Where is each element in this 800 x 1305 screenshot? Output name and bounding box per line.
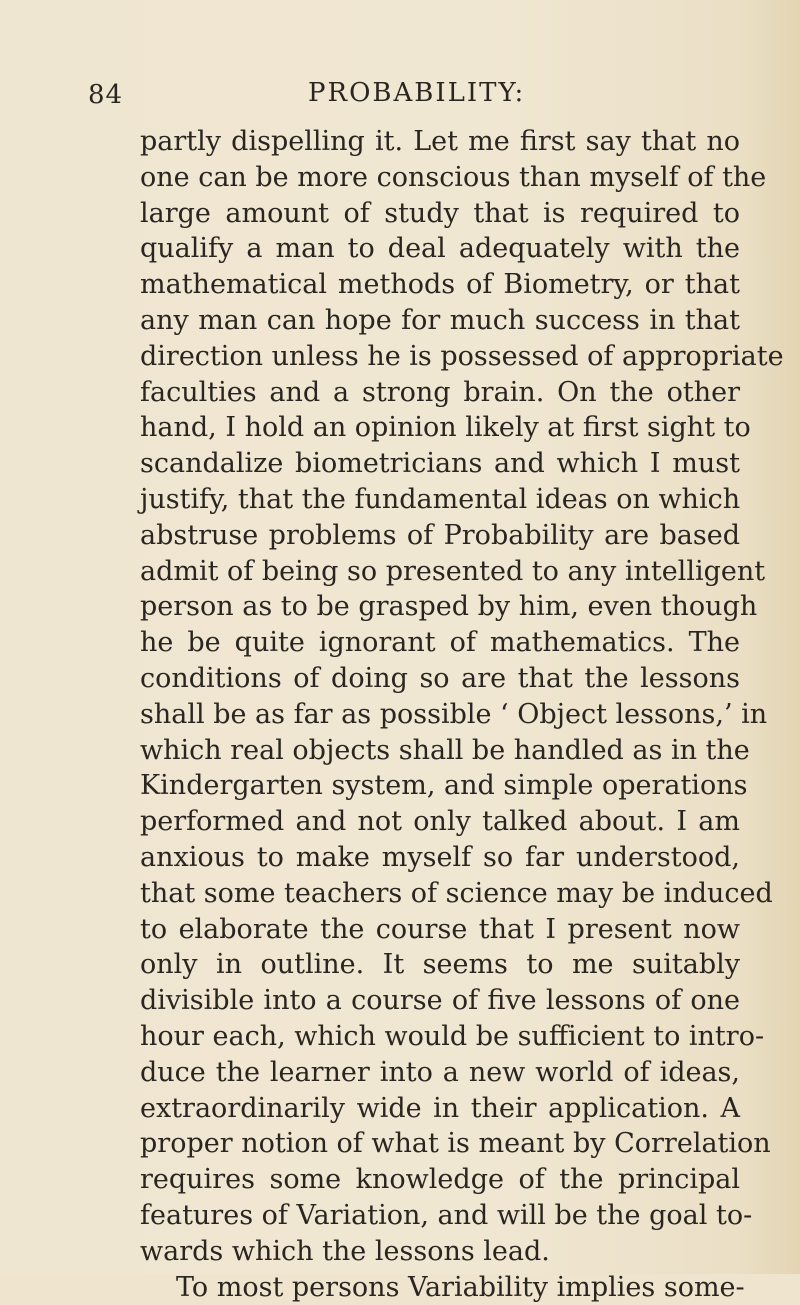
text-line: faculties and a strong brain. On the other <box>140 375 740 411</box>
text-line: partly dispelling it. Let me first say that no <box>140 124 740 160</box>
text-line: hand, I hold an opinion likely at first sight to <box>140 410 740 446</box>
paragraph-last-line: wards which the lessons lead. <box>140 1234 740 1270</box>
text-line: duce the learner into a new world of ideas, <box>140 1055 740 1091</box>
text-line: to elaborate the course that I present now <box>140 912 740 948</box>
text-line: only in outline. It seems to me suitably <box>140 947 740 983</box>
text-line: which real objects shall be handled as in the <box>140 733 740 769</box>
text-line: justify, that the fundamental ideas on which <box>140 482 740 518</box>
body-text <box>140 124 740 1305</box>
text-line: mathematical methods of Biometry, or that <box>140 267 740 303</box>
paragraph-first-line: To most persons Variability implies some- <box>140 1270 740 1305</box>
text-line: conditions of doing so are that the lessons <box>140 661 740 697</box>
text-line: extraordinarily wide in their application. A <box>140 1091 740 1127</box>
text-line: qualify a man to deal adequately with the <box>140 231 740 267</box>
text-line: divisible into a course of five lessons of one <box>140 983 740 1019</box>
text-line: abstruse problems of Probability are based <box>140 518 740 554</box>
text-line: anxious to make myself so far understood, <box>140 840 740 876</box>
text-line: shall be as far as possible ‘ Object lessons,’ in <box>140 697 740 733</box>
text-line: requires some knowledge of the principal <box>140 1162 740 1198</box>
text-line: scandalize biometricians and which I must <box>140 446 740 482</box>
text-line: proper notion of what is meant by Correlation <box>140 1126 740 1162</box>
text-line: features of Variation, and will be the goal to- <box>140 1198 740 1234</box>
running-head: PROBABILITY: <box>308 78 525 108</box>
text-line: person as to be grasped by him, even though <box>140 589 740 625</box>
text-line: large amount of study that is required to <box>140 196 740 232</box>
page-header <box>88 72 728 112</box>
text-line: that some teachers of science may be induced <box>140 876 740 912</box>
text-line: admit of being so presented to any intelligent <box>140 554 740 590</box>
page-number: 84 <box>88 80 123 110</box>
text-line: performed and not only talked about. I am <box>140 804 740 840</box>
text-line: he be quite ignorant of mathematics. The <box>140 625 740 661</box>
text-line: one can be more conscious than myself of the <box>140 160 740 196</box>
text-line: hour each, which would be sufficient to intro- <box>140 1019 740 1055</box>
text-line: Kindergarten system, and simple operations <box>140 768 740 804</box>
text-line: direction unless he is possessed of appropriate <box>140 339 740 375</box>
text-line: any man can hope for much success in that <box>140 303 740 339</box>
